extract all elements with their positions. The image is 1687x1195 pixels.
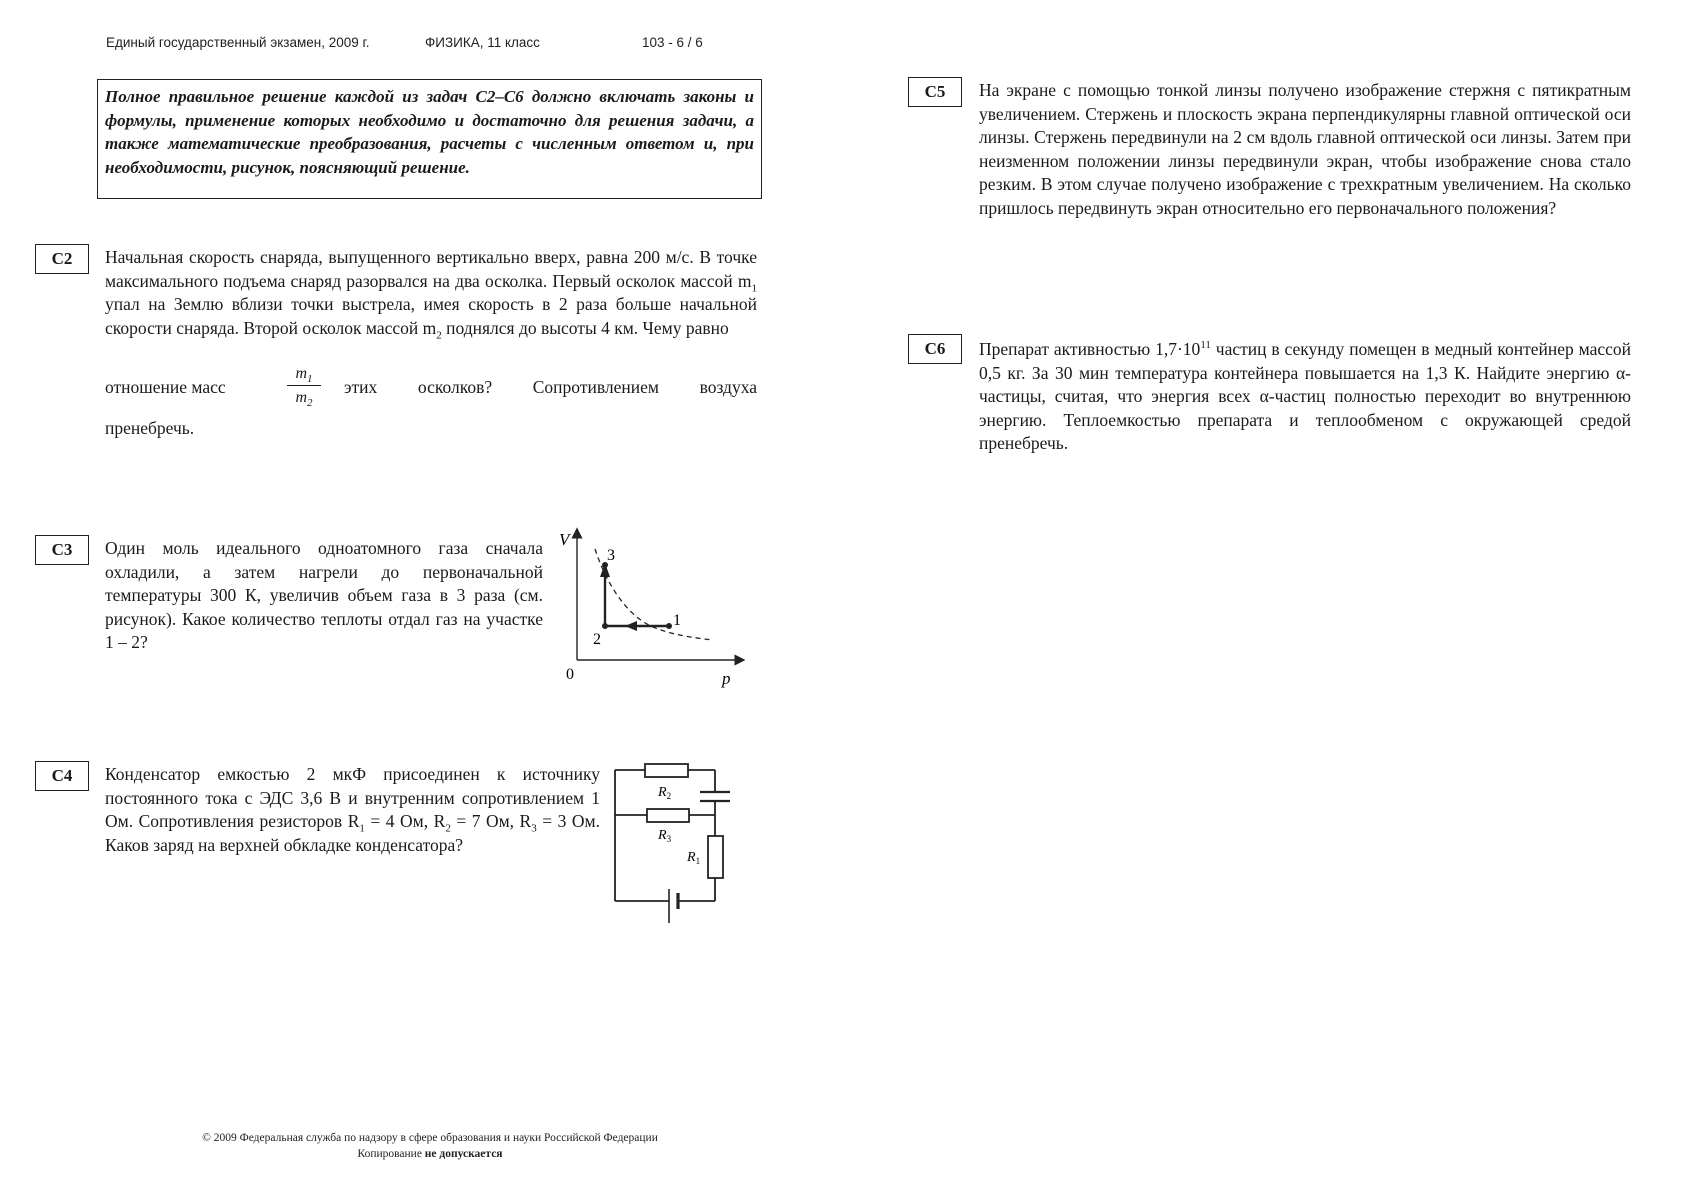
problem-label-c5: C5 <box>908 77 962 107</box>
problem-label-c4: C4 <box>35 761 89 791</box>
mass-ratio-fraction: $\frac{m_1}{m_2}$ <box>287 364 321 408</box>
problem-c2-ratio-tail: этих осколков? Сопротивлением воздуха <box>344 377 757 397</box>
point-1-label: 1 <box>673 612 681 629</box>
resistor-r1 <box>708 836 723 878</box>
instructions-box: Полное правильное решение каждой из задач С2–С6 должно включать законы и формулы, применение которых необходимо и достаточно для решения задачи, а также математические преобразования, расчеты с численным ответом и, при необходимости, рисунок, поясняющий решение. <box>97 79 762 199</box>
point-2-marker <box>602 623 608 629</box>
p-axis-label: p <box>722 669 731 688</box>
point-1-marker <box>666 623 672 629</box>
problem-c3-text: Один моль идеального одноатомного газа сначала охладили, а затем нагрели до первоначальной температуры 300 К, увеличив объем газа в 3 раза (см. рисунок). Какое количество теплоты отдал газ на участке 1 – 2? <box>105 538 543 653</box>
problem-c5-text: На экране с помощью тонкой линзы получено изображение стержня с пятикратным увеличением. Стержень и плоскость экрана перпендикулярны главной оптической оси линзы. Стержень передвинули на 2 см вдоль главной оптической оси линзы. Затем при неизменном положении линзы передвинули экран, чтобы изображение снова стало резким. В этом случае получено изображение с трехкратным увеличением. На сколько пришлось передвинуть экран относительно его первоначального положения? <box>979 80 1631 218</box>
resistor-r2 <box>645 764 688 777</box>
problem-c6-text: Препарат активностью $1,7\cdot 10^{11}$ частиц в секунду помещен в медный контейнер массой 0,5 кг. За 30 мин температура контейнера повышается на 1,3 К. Найдите энергию α-частицы, считая, что энергия всех α-частиц полностью переходит во внутреннюю энергию. Теплоемкостью препарата и теплообменом с окружающей средой пренебречь. <box>979 339 1631 454</box>
problem-c2-text: Начальная скорость снаряда, выпущенного вертикально вверх, равна 200 м/с. В точке максимального подъема снаряд разорвался на два осколка. Первый осколок массой $m_1$ упал на Землю вблизи точки выстрела, имея скорость в 2 раза больше начальной скорости снаряда. Второй осколок массой $m_2$ поднялся до высоты 4 км. Чему равно <box>105 247 757 342</box>
problem-label-c2: C2 <box>35 244 89 274</box>
pv-graph <box>545 525 745 695</box>
point-2-label: 2 <box>593 631 601 648</box>
v-axis-label: V <box>559 530 570 549</box>
footer-copyright: © 2009 Федеральная служба по надзору в сфере образования и науки Российской Федерации Копирование не допускается <box>202 1132 658 1160</box>
problem-c2-ratio-lead: отношение масс <box>105 377 226 397</box>
header-page-number: 103 - 6 / 6 <box>642 35 703 50</box>
arrow-left-icon <box>625 621 637 631</box>
header-subject: ФИЗИКА, 11 класс <box>425 35 540 50</box>
problem-label-c6: C6 <box>908 334 962 364</box>
circuit-diagram <box>605 755 750 925</box>
header-exam: Единый государственный экзамен, 2009 г. <box>106 35 370 50</box>
r3-label: $R_3$ <box>658 828 672 844</box>
problem-label-c3: C3 <box>35 535 89 565</box>
origin-label: 0 <box>566 666 574 683</box>
problem-c2-ending: пренебречь. <box>105 418 195 438</box>
problem-c4-text: Конденсатор емкостью 2 мкФ присоединен к источнику постоянного тока с ЭДС 3,6 В и внутренним сопротивлением 1 Ом. Сопротивления резисторов $R_1 = 4$ Ом, $R_2 = 7$ Ом, $R_3 = 3$ Ом. Каков заряд на верхней обкладке конденсатора? <box>105 764 600 855</box>
r2-label: $R_2$ <box>658 785 672 801</box>
resistor-r3 <box>647 809 689 822</box>
point-3-label: 3 <box>607 547 615 564</box>
r1-label: $R_1$ <box>687 850 701 866</box>
